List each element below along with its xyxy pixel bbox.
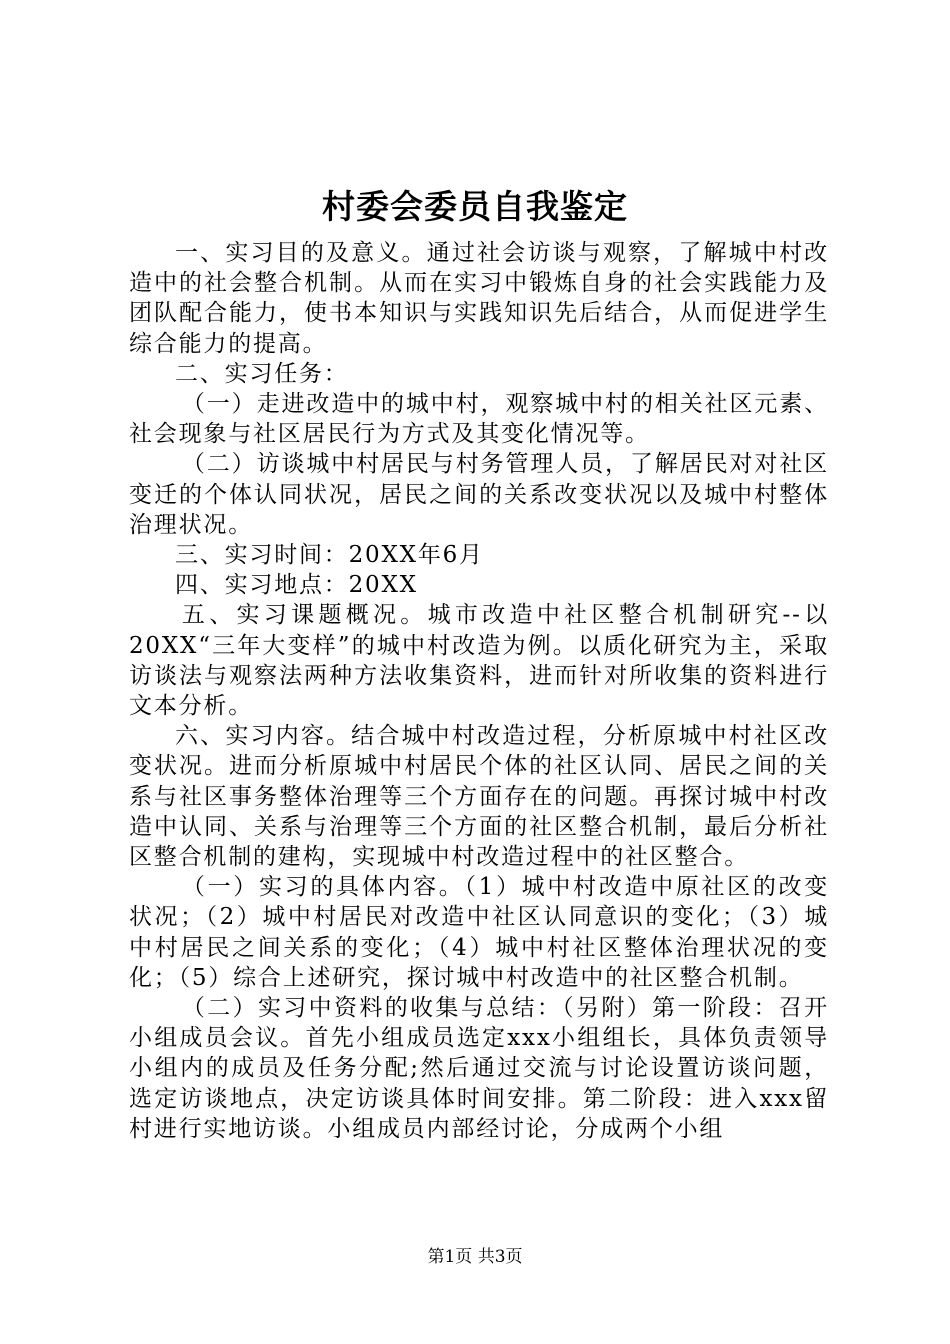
paragraph-content-detail: （一）实习的具体内容。（1）城中村改造中原社区的改变状况；（2）城中村居民对改造中社区认同意识的变化；（3）城中村居民之间关系的变化；（4）城中村社区整体治理状况的变化；（5）综合上述研究，探讨城中村改造中的社区整合机制。	[129, 874, 829, 991]
document-title: 村委会委员自我鉴定	[322, 187, 628, 226]
paragraph-topic: 五、实习课题概况。城市改造中社区整合机制研究--以20XX“三年大变样”的城中村改造为例。以质化研究为主，采取访谈法与观察法两种方法收集资料，进而针对所收集的资料进行文本分析。	[129, 602, 829, 720]
paragraph-data-collection: （二）实习中资料的收集与总结：（另附）第一阶段：召开小组成员会议。首先小组成员选定xxx小组组长，具体负责领导小组内的成员及任务分配;然后通过交流与讨论设置访谈问题，选定访谈地点，决定访谈具体时间安排。第二阶段：进入xxx留村进行实地访谈。小组成员内部经讨论，分成两个小组	[129, 995, 829, 1142]
paragraph-content: 六、实习内容。结合城中村改造过程，分析原城中村社区改变状况。进而分析原城中村居民个体的社区认同、居民之间的关系与社区事务整体治理等三个方面存在的问题。再探讨城中村改造中认同、关系与治理等三个方面的社区整合机制，最后分析社区整合机制的建构，实现城中村改造过程中的社区整合。	[129, 723, 829, 871]
paragraph-tasks-heading: 二、实习任务：	[175, 360, 349, 387]
paragraph-location: 四、实习地点：20XX	[175, 572, 418, 599]
page-footer: 第1页 共3页	[427, 1247, 523, 1267]
paragraph-task-2: （二）访谈城中村居民与村务管理人员，了解居民对对社区变迁的个体认同状况，居民之间的关系改变状况以及城中村整体治理状况。	[129, 451, 829, 538]
paragraph-time: 三、实习时间：20XX年6月	[175, 542, 484, 569]
paragraph-purpose: 一、实习目的及意义。通过社会访谈与观察，了解城中村改造中的社会整合机制。从而在实习中锻炼自身的社会实践能力及团队配合能力，使书本知识与实践知识先后结合，从而促进学生综合能力的提高。	[129, 240, 829, 357]
paragraph-task-1: （一）走进改造中的城中村，观察城中村的相关社区元素、社会现象与社区居民行为方式及其变化情况等。	[129, 391, 829, 448]
document-body	[129, 238, 829, 1144]
